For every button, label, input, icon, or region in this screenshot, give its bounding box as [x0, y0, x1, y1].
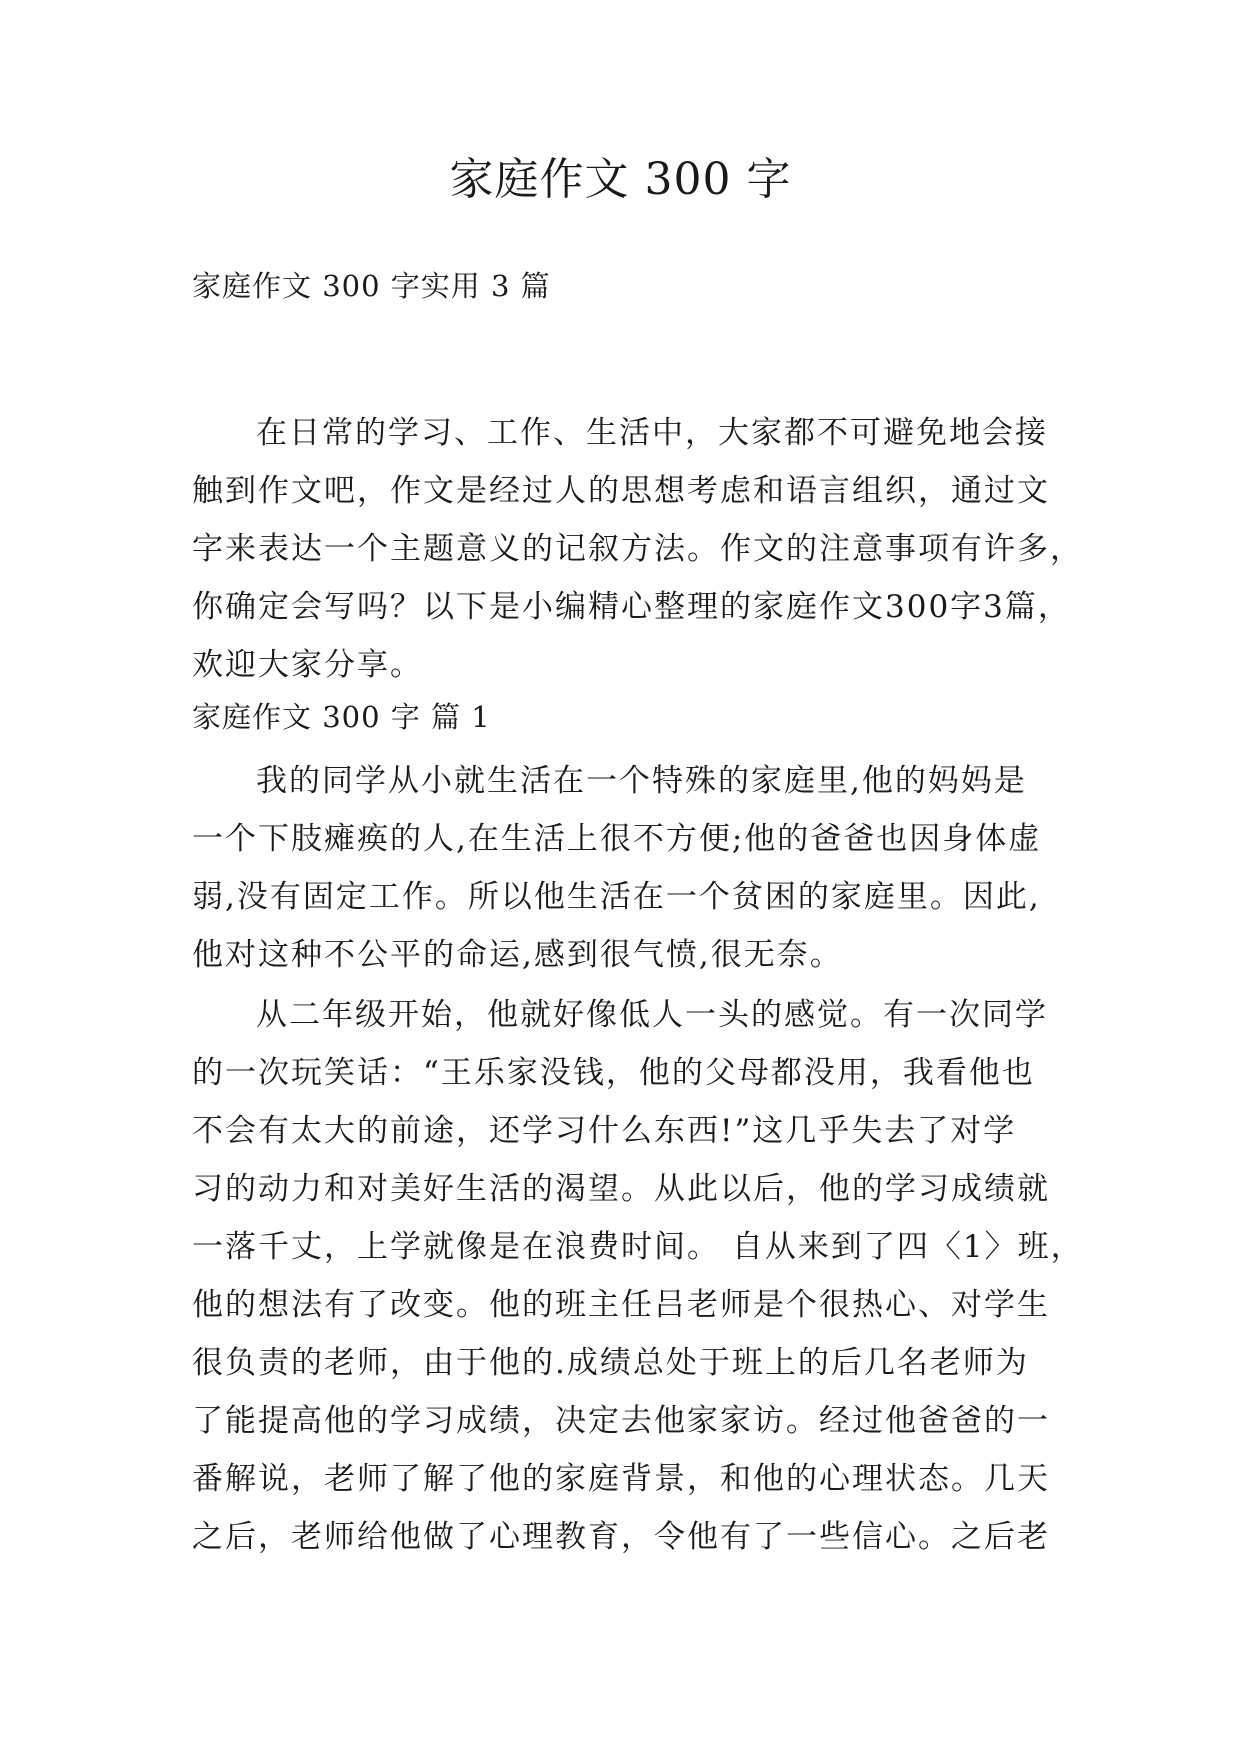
paragraph-line: 了能提高他的学习成绩，决定去他家家访。经过他爸爸的一	[192, 1403, 1050, 1439]
paragraph-line: 不会有太大的前途，还学习什么东西!”这几乎失去了对学	[192, 1113, 1017, 1149]
intro-line: 触到作文吧，作文是经过人的思想考虑和语言组织，通过文	[192, 473, 1050, 509]
paragraph-line: 他对这种不公平的命运,感到很气愤,很无奈。	[192, 937, 843, 973]
intro-paragraph	[192, 404, 1083, 694]
paragraph-line: 弱,没有固定工作。所以他生活在一个贫困的家庭里。因此,	[192, 879, 1041, 915]
paragraph-line: 我的同学从小就生活在一个特殊的家庭里,他的妈妈是	[256, 763, 1027, 799]
body-paragraph-1	[192, 752, 1060, 984]
paragraph-line: 番解说，老师了解了他的家庭背景，和他的心理状态。几天	[192, 1461, 1050, 1497]
paragraph-line: 从二年级开始，他就好像低人一头的感觉。有一次同学	[256, 997, 1048, 1033]
document-subtitle: 家庭作文 300 字实用 3 篇	[192, 269, 551, 303]
intro-line: 字来表达一个主题意义的记叙方法。作文的注意事项有许多，	[192, 531, 1083, 567]
paragraph-line: 很负责的老师，由于他的.成绩总处于班上的后几名老师为	[192, 1345, 1029, 1381]
section-heading: 家庭作文 300 字 篇 1	[192, 700, 491, 734]
document-title: 家庭作文 300 字	[449, 154, 792, 205]
paragraph-line: 的一次玩笑话：“王乐家没钱，他的父母都没用，我看他也	[192, 1055, 1035, 1091]
intro-line: 欢迎大家分享。	[192, 647, 423, 683]
intro-line: 在日常的学习、工作、生活中，大家都不可避免地会接	[256, 415, 1048, 451]
paragraph-line: 他的想法有了改变。他的班主任吕老师是个很热心、对学生	[192, 1287, 1050, 1323]
intro-line: 你确定会写吗？以下是小编精心整理的家庭作文300字3篇，	[192, 589, 1071, 625]
paragraph-line: 之后，老师给他做了心理教育，令他有了一些信心。之后老	[192, 1519, 1050, 1555]
paragraph-line: 习的动力和对美好生活的渴望。从此以后，他的学习成绩就	[192, 1171, 1050, 1207]
paragraph-line: 一个下肢瘫痪的人,在生活上很不方便;他的爸爸也因身体虚	[192, 821, 1042, 857]
paragraph-line: 一落千丈，上学就像是在浪费时间。 自从来到了四〈1〉班，	[192, 1229, 1084, 1265]
body-paragraph-2	[192, 986, 1084, 1566]
